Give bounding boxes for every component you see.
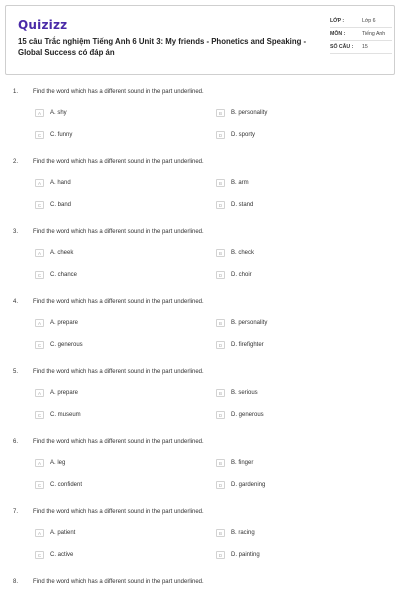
answer-option[interactable] bbox=[35, 249, 73, 257]
option-text: A. hand bbox=[50, 180, 71, 186]
worksheet-header bbox=[5, 5, 395, 75]
question-number: 1. bbox=[13, 89, 19, 95]
answer-option[interactable] bbox=[216, 319, 267, 327]
option-letter-box: D bbox=[216, 271, 225, 279]
option-text: A. prepare bbox=[50, 390, 79, 396]
answer-option[interactable] bbox=[35, 481, 82, 489]
answer-option[interactable] bbox=[35, 131, 72, 139]
question-number: 2. bbox=[13, 159, 19, 165]
option-text: A. cheek bbox=[50, 250, 74, 256]
option-letter-box: D bbox=[216, 131, 225, 139]
question-number: 5. bbox=[13, 369, 19, 375]
option-letter-box: B bbox=[216, 249, 225, 257]
option-text: D. generous bbox=[231, 412, 264, 418]
option-letter-box: A bbox=[35, 249, 44, 257]
answer-option[interactable] bbox=[216, 201, 253, 209]
question-number: 8. bbox=[13, 579, 19, 585]
option-letter-box: B bbox=[216, 179, 225, 187]
answer-option[interactable] bbox=[35, 459, 65, 467]
meta-subject-row bbox=[330, 31, 392, 41]
answer-option[interactable] bbox=[35, 411, 81, 419]
answer-option[interactable] bbox=[35, 201, 71, 209]
option-letter-box: D bbox=[216, 201, 225, 209]
option-text: B. serious bbox=[231, 390, 258, 396]
question-item bbox=[0, 573, 400, 600]
option-text: A. leg bbox=[50, 460, 66, 466]
question-text: Find the word which has a different sound in the part underlined. bbox=[33, 299, 204, 305]
answer-option[interactable] bbox=[216, 341, 264, 349]
question-item bbox=[0, 433, 400, 503]
option-text: C. active bbox=[50, 552, 74, 558]
option-text: C. chance bbox=[50, 272, 78, 278]
option-text: C. funny bbox=[50, 132, 73, 138]
question-item bbox=[0, 363, 400, 433]
question-text: Find the word which has a different sound in the part underlined. bbox=[33, 229, 204, 235]
quizizz-logo: Quizizz bbox=[18, 18, 68, 32]
option-letter-box: D bbox=[216, 411, 225, 419]
page-title: 15 câu Trắc nghiệm Tiếng Anh 6 Unit 3: My friends - Phonetics and Speaking - Global Success có đáp án bbox=[18, 37, 307, 57]
question-text: Find the word which has a different sound in the part underlined. bbox=[33, 509, 204, 515]
answer-option[interactable] bbox=[35, 109, 67, 117]
question-item bbox=[0, 83, 400, 153]
answer-option[interactable] bbox=[216, 551, 260, 559]
answer-option[interactable] bbox=[35, 271, 77, 279]
option-letter-box: C bbox=[35, 271, 44, 279]
answer-option[interactable] bbox=[216, 529, 255, 537]
answer-option[interactable] bbox=[216, 411, 264, 419]
option-text: C. band bbox=[50, 202, 72, 208]
option-text: D. sporty bbox=[231, 132, 256, 138]
option-text: D. stand bbox=[231, 202, 254, 208]
subject-value: Tiếng Anh bbox=[362, 31, 386, 37]
question-item bbox=[0, 503, 400, 573]
answer-option[interactable] bbox=[35, 551, 73, 559]
answer-option[interactable] bbox=[35, 179, 71, 187]
answer-option[interactable] bbox=[216, 109, 267, 117]
question-text: Find the word which has a different sound in the part underlined. bbox=[33, 439, 204, 445]
option-letter-box: B bbox=[216, 459, 225, 467]
option-letter-box: A bbox=[35, 179, 44, 187]
meta-class-row bbox=[330, 18, 392, 28]
option-letter-box: B bbox=[216, 529, 225, 537]
option-letter-box: B bbox=[216, 319, 225, 327]
option-text: C. confident bbox=[50, 482, 83, 488]
option-text: B. check bbox=[231, 250, 255, 256]
question-item bbox=[0, 153, 400, 223]
answer-option[interactable] bbox=[216, 459, 253, 467]
option-text: A. prepare bbox=[50, 320, 79, 326]
option-letter-box: A bbox=[35, 109, 44, 117]
option-text: B. personality bbox=[231, 110, 268, 116]
option-text: B. personality bbox=[231, 320, 268, 326]
option-letter-box: C bbox=[35, 411, 44, 419]
question-number: 3. bbox=[13, 229, 19, 235]
answer-option[interactable] bbox=[35, 529, 75, 537]
answer-option[interactable] bbox=[35, 319, 78, 327]
option-letter-box: B bbox=[216, 109, 225, 117]
option-text: A. patient bbox=[50, 530, 76, 536]
answer-option[interactable] bbox=[216, 179, 249, 187]
answer-option[interactable] bbox=[35, 341, 83, 349]
option-letter-box: C bbox=[35, 201, 44, 209]
answer-option[interactable] bbox=[35, 389, 78, 397]
subject-label: MÔN : bbox=[330, 31, 346, 37]
option-letter-box: C bbox=[35, 481, 44, 489]
question-item bbox=[0, 223, 400, 293]
question-text: Find the word which has a different sound in the part underlined. bbox=[33, 369, 204, 375]
option-letter-box: C bbox=[35, 341, 44, 349]
question-item bbox=[0, 293, 400, 363]
option-letter-box: C bbox=[35, 551, 44, 559]
option-text: C. museum bbox=[50, 412, 81, 418]
option-text: D. firefighter bbox=[231, 342, 264, 348]
question-number: 7. bbox=[13, 509, 19, 515]
answer-option[interactable] bbox=[216, 389, 258, 397]
class-label: LỚP : bbox=[330, 18, 345, 24]
option-letter-box: C bbox=[35, 131, 44, 139]
class-value: Lớp 6 bbox=[362, 18, 376, 24]
answer-option[interactable] bbox=[216, 481, 265, 489]
option-letter-box: A bbox=[35, 459, 44, 467]
option-text: D. choir bbox=[231, 272, 252, 278]
option-text: D. painting bbox=[231, 552, 260, 558]
meta-count-row bbox=[330, 44, 392, 54]
option-text: C. generous bbox=[50, 342, 83, 348]
question-text: Find the word which has a different sound in the part underlined. bbox=[33, 579, 204, 585]
question-text: Find the word which has a different sound in the part underlined. bbox=[33, 159, 204, 165]
option-letter-box: A bbox=[35, 529, 44, 537]
option-letter-box: D bbox=[216, 481, 225, 489]
option-letter-box: A bbox=[35, 319, 44, 327]
answer-option[interactable] bbox=[216, 249, 254, 257]
answer-option[interactable] bbox=[216, 271, 252, 279]
option-letter-box: D bbox=[216, 551, 225, 559]
count-label: SỐ CÂU : bbox=[330, 44, 354, 50]
question-number: 4. bbox=[13, 299, 19, 305]
option-text: B. finger bbox=[231, 460, 254, 466]
option-letter-box: D bbox=[216, 341, 225, 349]
option-text: B. racing bbox=[231, 530, 255, 536]
question-list bbox=[0, 83, 400, 600]
option-letter-box: A bbox=[35, 389, 44, 397]
option-text: B. arm bbox=[231, 180, 249, 186]
option-text: D. gardening bbox=[231, 482, 266, 488]
worksheet-meta bbox=[330, 18, 392, 57]
question-text: Find the word which has a different sound in the part underlined. bbox=[33, 89, 204, 95]
count-value: 15 bbox=[362, 44, 368, 50]
option-letter-box: B bbox=[216, 389, 225, 397]
question-number: 6. bbox=[13, 439, 19, 445]
option-text: A. shy bbox=[50, 110, 67, 116]
answer-option[interactable] bbox=[216, 131, 255, 139]
